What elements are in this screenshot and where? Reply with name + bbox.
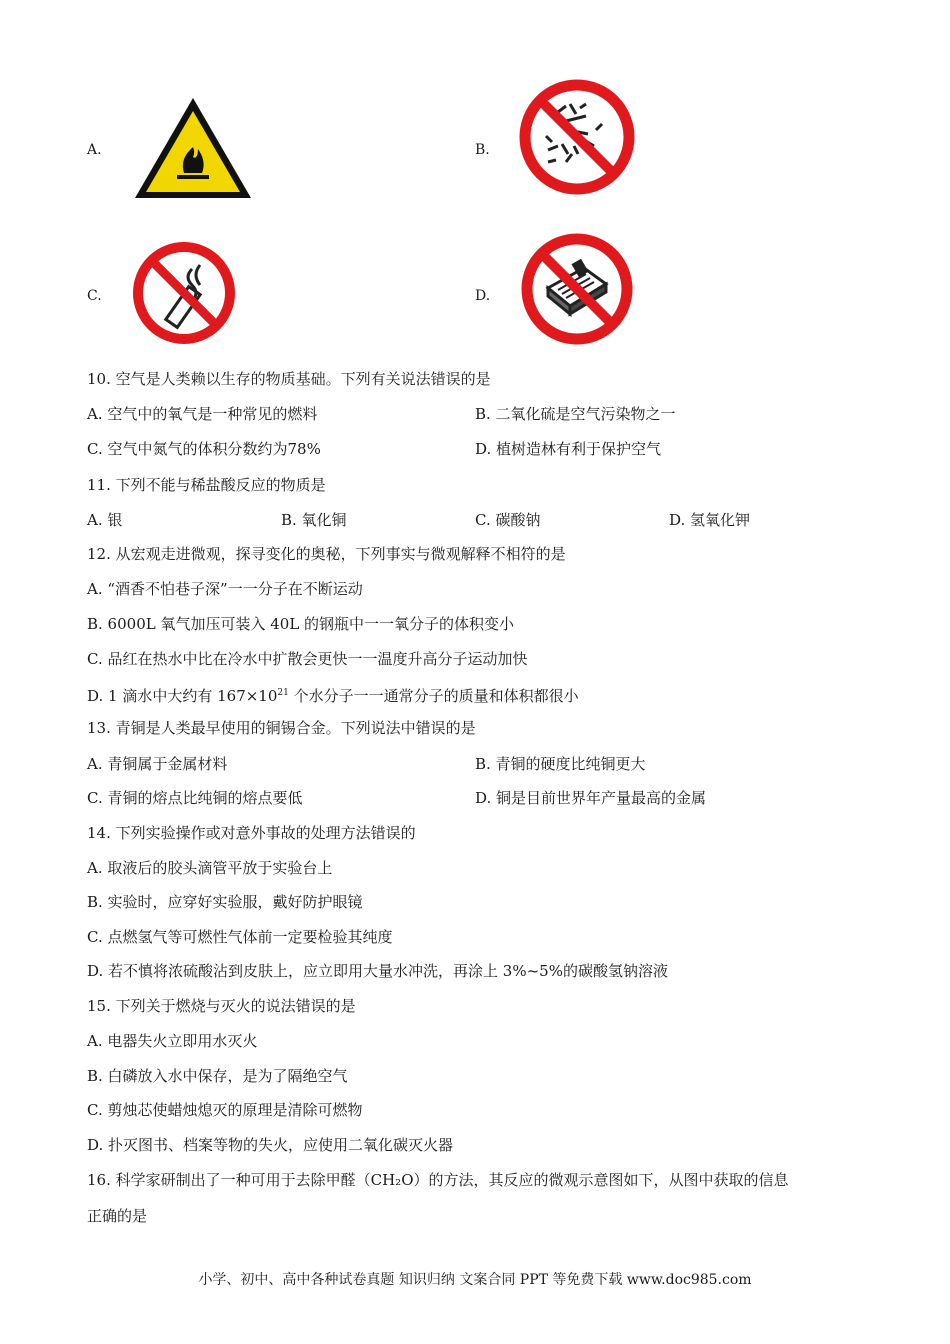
q12-option-b: B. 6000L 氧气加压可装入 40L 的钢瓶中一一氧分子的体积变小 <box>87 615 515 633</box>
q14-option-a: A. 取液后的胶头滴管平放于实验台上 <box>87 859 333 877</box>
q13-stem: 13. 青铜是人类最早使用的铜锡合金。下列说法中错误的是 <box>87 719 476 737</box>
option-c-letter: C. <box>87 288 102 304</box>
option-a-letter: A. <box>87 142 102 158</box>
flammable-warning-icon <box>132 95 254 201</box>
q14-option-b: B. 实验时，应穿好实验服，戴好防护眼镜 <box>87 893 363 911</box>
q14-option-d: D. 若不慎将浓硫酸沾到皮肤上，应立即用大量水冲洗，再涂上 3%~5%的碳酸氢钠溶液 <box>87 962 668 980</box>
q14-option-c: C. 点燃氢气等可燃性气体前一定要检验其纯度 <box>87 928 393 946</box>
q16-stem: 16. 科学家研制出了一种可用于去除甲醛（CH₂O）的方法，其反应的微观示意图如下，从图中获取的信息 <box>87 1171 789 1189</box>
q11-option-c: C. 碳酸钠 <box>475 511 541 529</box>
q11-option-a: A. 银 <box>87 511 123 529</box>
q10-option-c: C. 空气中氮气的体积分数约为78% <box>87 440 321 458</box>
option-d-letter: D. <box>475 288 491 304</box>
q10-stem: 10. 空气是人类赖以生存的物质基础。下列有关说法错误的是 <box>87 370 491 388</box>
option-b-letter: B. <box>475 142 490 158</box>
q13-option-b: B. 青铜的硬度比纯铜更大 <box>475 755 646 773</box>
q13-option-a: A. 青铜属于金属材料 <box>87 755 228 773</box>
q10-option-b: B. 二氧化硫是空气污染物之一 <box>475 405 676 423</box>
q15-option-c: C. 剪烛芯使蜡烛熄灭的原理是清除可燃物 <box>87 1101 363 1119</box>
no-matches-icon <box>520 232 634 346</box>
q12-d-sup: 21 <box>277 688 289 698</box>
q11-stem: 11. 下列不能与稀盐酸反应的物质是 <box>87 476 326 494</box>
q12-option-a: A. “酒香不怕巷子深”一一分子在不断运动 <box>87 580 363 598</box>
q13-option-d: D. 铜是目前世界年产量最高的金属 <box>475 789 707 807</box>
q12-d-post: 个水分子一一通常分子的质量和体积都很小 <box>288 687 579 705</box>
q10-option-d: D. 植树造林有利于保护空气 <box>475 440 662 458</box>
q10-option-a: A. 空气中的氧气是一种常见的燃料 <box>87 405 318 423</box>
q11-option-b: B. 氧化铜 <box>281 511 347 529</box>
q12-option-c: C. 品红在热水中比在冷水中扩散会更快一一温度升高分子运动加快 <box>87 650 528 668</box>
q12-stem: 12. 从宏观走进微观，探寻变化的奥秘，下列事实与微观解释不相符的是 <box>87 545 566 563</box>
page-footer: 小学、初中、高中各种试卷真题 知识归纳 文案合同 PPT 等免费下载 www.doc985.com <box>198 1272 752 1288</box>
q15-option-a: A. 电器失火立即用水灭火 <box>87 1032 258 1050</box>
q15-option-b: B. 白磷放入水中保存，是为了隔绝空气 <box>87 1067 348 1085</box>
q12-option-d <box>87 683 579 706</box>
q12-d-pre: D. 1 滴水中大约有 167×10 <box>87 687 278 705</box>
q15-option-d: D. 扑灭图书、档案等物的失火，应使用二氧化碳灭火器 <box>87 1136 454 1154</box>
q11-option-d: D. 氢氧化钾 <box>669 511 751 529</box>
q13-option-c: C. 青铜的熔点比纯铜的熔点要低 <box>87 789 303 807</box>
no-fireworks-icon <box>518 78 636 196</box>
q16-stem-continued: 正确的是 <box>87 1207 148 1225</box>
q15-stem: 15. 下列关于燃烧与灭火的说法错误的是 <box>87 997 356 1015</box>
q14-stem: 14. 下列实验操作或对意外事故的处理方法错误的 <box>87 824 416 842</box>
no-smoking-icon <box>132 241 236 345</box>
